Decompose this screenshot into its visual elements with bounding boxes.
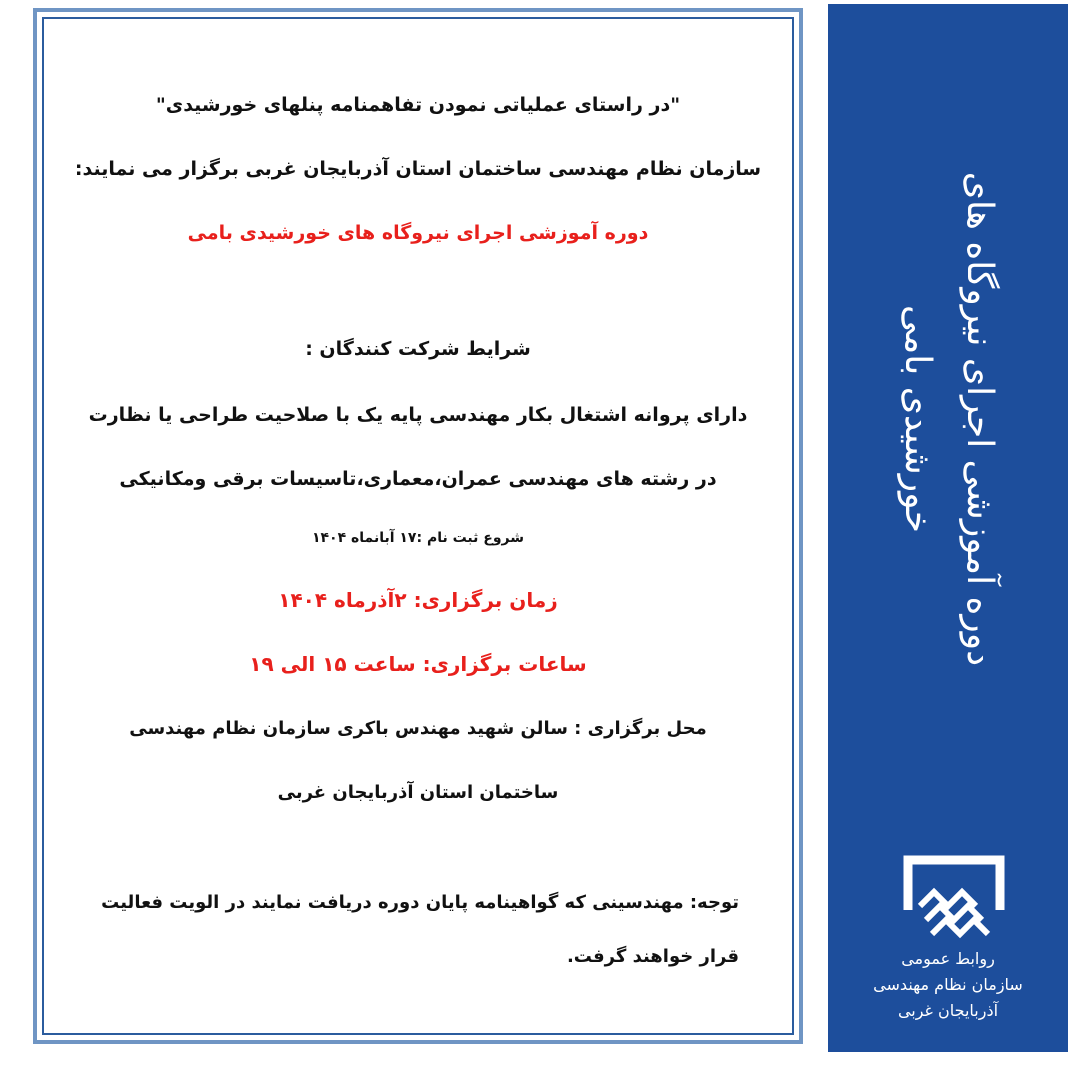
condition-line-1: دارای پروانه اشتغال بکار مهندسی پایه یک با صلاحیت طراحی یا نظارت <box>88 404 748 426</box>
organization-caption <box>828 946 1068 1024</box>
event-hours: ساعات برگزاری: ساعت ۱۵ الی ۱۹ <box>249 652 587 676</box>
course-title: دوره آموزشی اجرای نیروگاه های خورشیدی بامی <box>187 222 649 244</box>
note-line-2: قرار خواهند گرفت. <box>566 946 739 967</box>
venue-line-1: محل برگزاری : سالن شهید مهندس باکری سازمان نظام مهندسی <box>129 718 707 739</box>
registration-start: شروع ثبت نام :۱۷ آبانماه ۱۴۰۴ <box>311 530 525 546</box>
org-line-1: روابط عمومی <box>901 949 995 968</box>
notice-frame <box>33 8 803 1044</box>
side-title-line-2: خورشیدی بامی <box>897 304 938 534</box>
event-date: زمان برگزاری: ۲آذرماه ۱۴۰۴ <box>278 588 558 612</box>
note-line-1: توجه: مهندسینی که گواهینامه پایان دوره دریافت نمایند در الویت فعالیت <box>101 892 739 913</box>
org-line-2: سازمان نظام مهندسی <box>873 975 1023 994</box>
organizer-text: سازمان نظام مهندسی ساختمان استان آذربایجان غربی برگزار می نمایند: <box>74 158 762 180</box>
conditions-heading: شرایط شرکت کنندگان : <box>305 338 531 360</box>
engineering-organization-logo-icon <box>900 854 1008 944</box>
condition-line-2: در رشته های مهندسی عمران،معماری،تاسیسات برقی ومکانیکی <box>119 468 717 490</box>
side-title <box>886 69 1010 769</box>
intro-text: "در راستای عملیاتی نمودن تفاهمنامه پنلهای خورشیدی" <box>155 94 681 116</box>
org-line-3: آذربایجان غربی <box>897 1001 999 1020</box>
venue-line-2: ساختمان استان آذربایجان غربی <box>277 782 559 803</box>
side-panel <box>828 4 1068 1052</box>
side-title-line-1: دوره آموزشی اجرای نیروگاه های <box>959 171 1000 667</box>
